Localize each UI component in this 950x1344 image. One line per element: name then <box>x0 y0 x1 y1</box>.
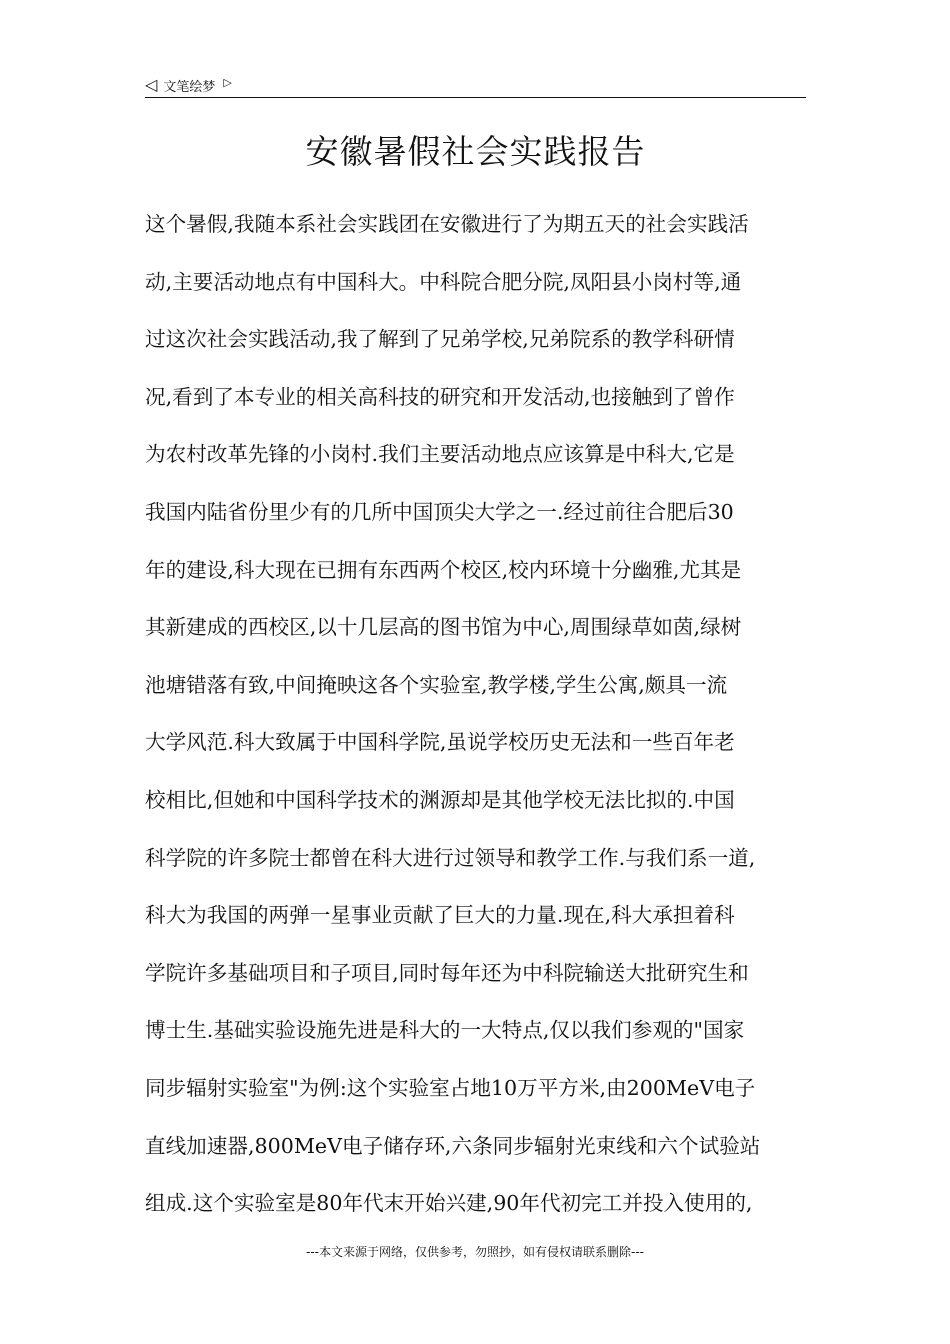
body-line: 科学院的许多院士都曾在科大进行过领导和教学工作.与我们系一道, <box>145 845 756 870</box>
body-line: 我国内陆省份里少有的几所中国顶尖大学之一.经过前往合肥后30 <box>145 499 734 524</box>
body-paragraph <box>145 200 815 1237</box>
body-line: 学院许多基础项目和子项目,同时每年还为中科院输送大批研究生和 <box>145 960 749 985</box>
body-line: 过这次社会实践活动,我了解到了兄弟学校,兄弟院系的教学科研情 <box>145 327 735 352</box>
body-line: 博士生.基础实验设施先进是科大的一大特点,仅以我们参观的"国家 <box>145 1018 745 1043</box>
body-line: 为农村改革先锋的小岗村.我们主要活动地点应该算是中科大,它是 <box>145 442 735 467</box>
header-label: 文笔绘梦 <box>163 79 216 95</box>
body-line: 这个暑假,我随本系社会实践团在安徽进行了为期五天的社会实践活 <box>145 212 749 236</box>
page-header <box>145 74 232 96</box>
body-line: 年的建设,科大现在已拥有东西两个校区,校内环境十分幽雅,尤其是 <box>145 557 742 582</box>
body-line: 校相比,但她和中国科学技术的渊源却是其他学校无法比拟的.中国 <box>145 787 735 812</box>
body-line: 直线加速器,800MeV电子储存环,六条同步辐射光束线和六个试验站 <box>145 1133 761 1158</box>
left-triangle-icon: ◁ <box>145 75 158 94</box>
right-triangle-icon: ▷ <box>223 75 232 89</box>
body-line: 组成.这个实验室是80年代末开始兴建,90年代初完工并投入使用的, <box>145 1191 753 1216</box>
body-line: 况,看到了本专业的相关高科技的研究和开发活动,也接触到了曾作 <box>145 384 735 409</box>
body-line: 池塘错落有致,中间掩映这各个实验室,教学楼,学生公寓,颇具一流 <box>145 672 728 697</box>
header-divider <box>145 97 806 98</box>
body-line: 同步辐射实验室"为例:这个实验室占地10万平方米,由200MeV电子 <box>145 1075 756 1100</box>
body-line: 其新建成的西校区,以十几层高的图书馆为中心,周围绿草如茵,绿树 <box>145 615 742 640</box>
body-line: 科大为我国的两弹一星事业贡献了巨大的力量.现在,科大承担着科 <box>145 903 735 928</box>
document-title: 安徽暑假社会实践报告 <box>305 132 646 171</box>
page-footer: ---本文来源于网络，仅供参考，勿照抄，如有侵权请联系删除--- <box>306 1245 644 1259</box>
body-line: 动,主要活动地点有中国科大。中科院合肥分院,凤阳县小岗村等,通 <box>145 269 742 294</box>
body-line: 大学风范.科大致属于中国科学院,虽说学校历史无法和一些百年老 <box>145 730 735 755</box>
